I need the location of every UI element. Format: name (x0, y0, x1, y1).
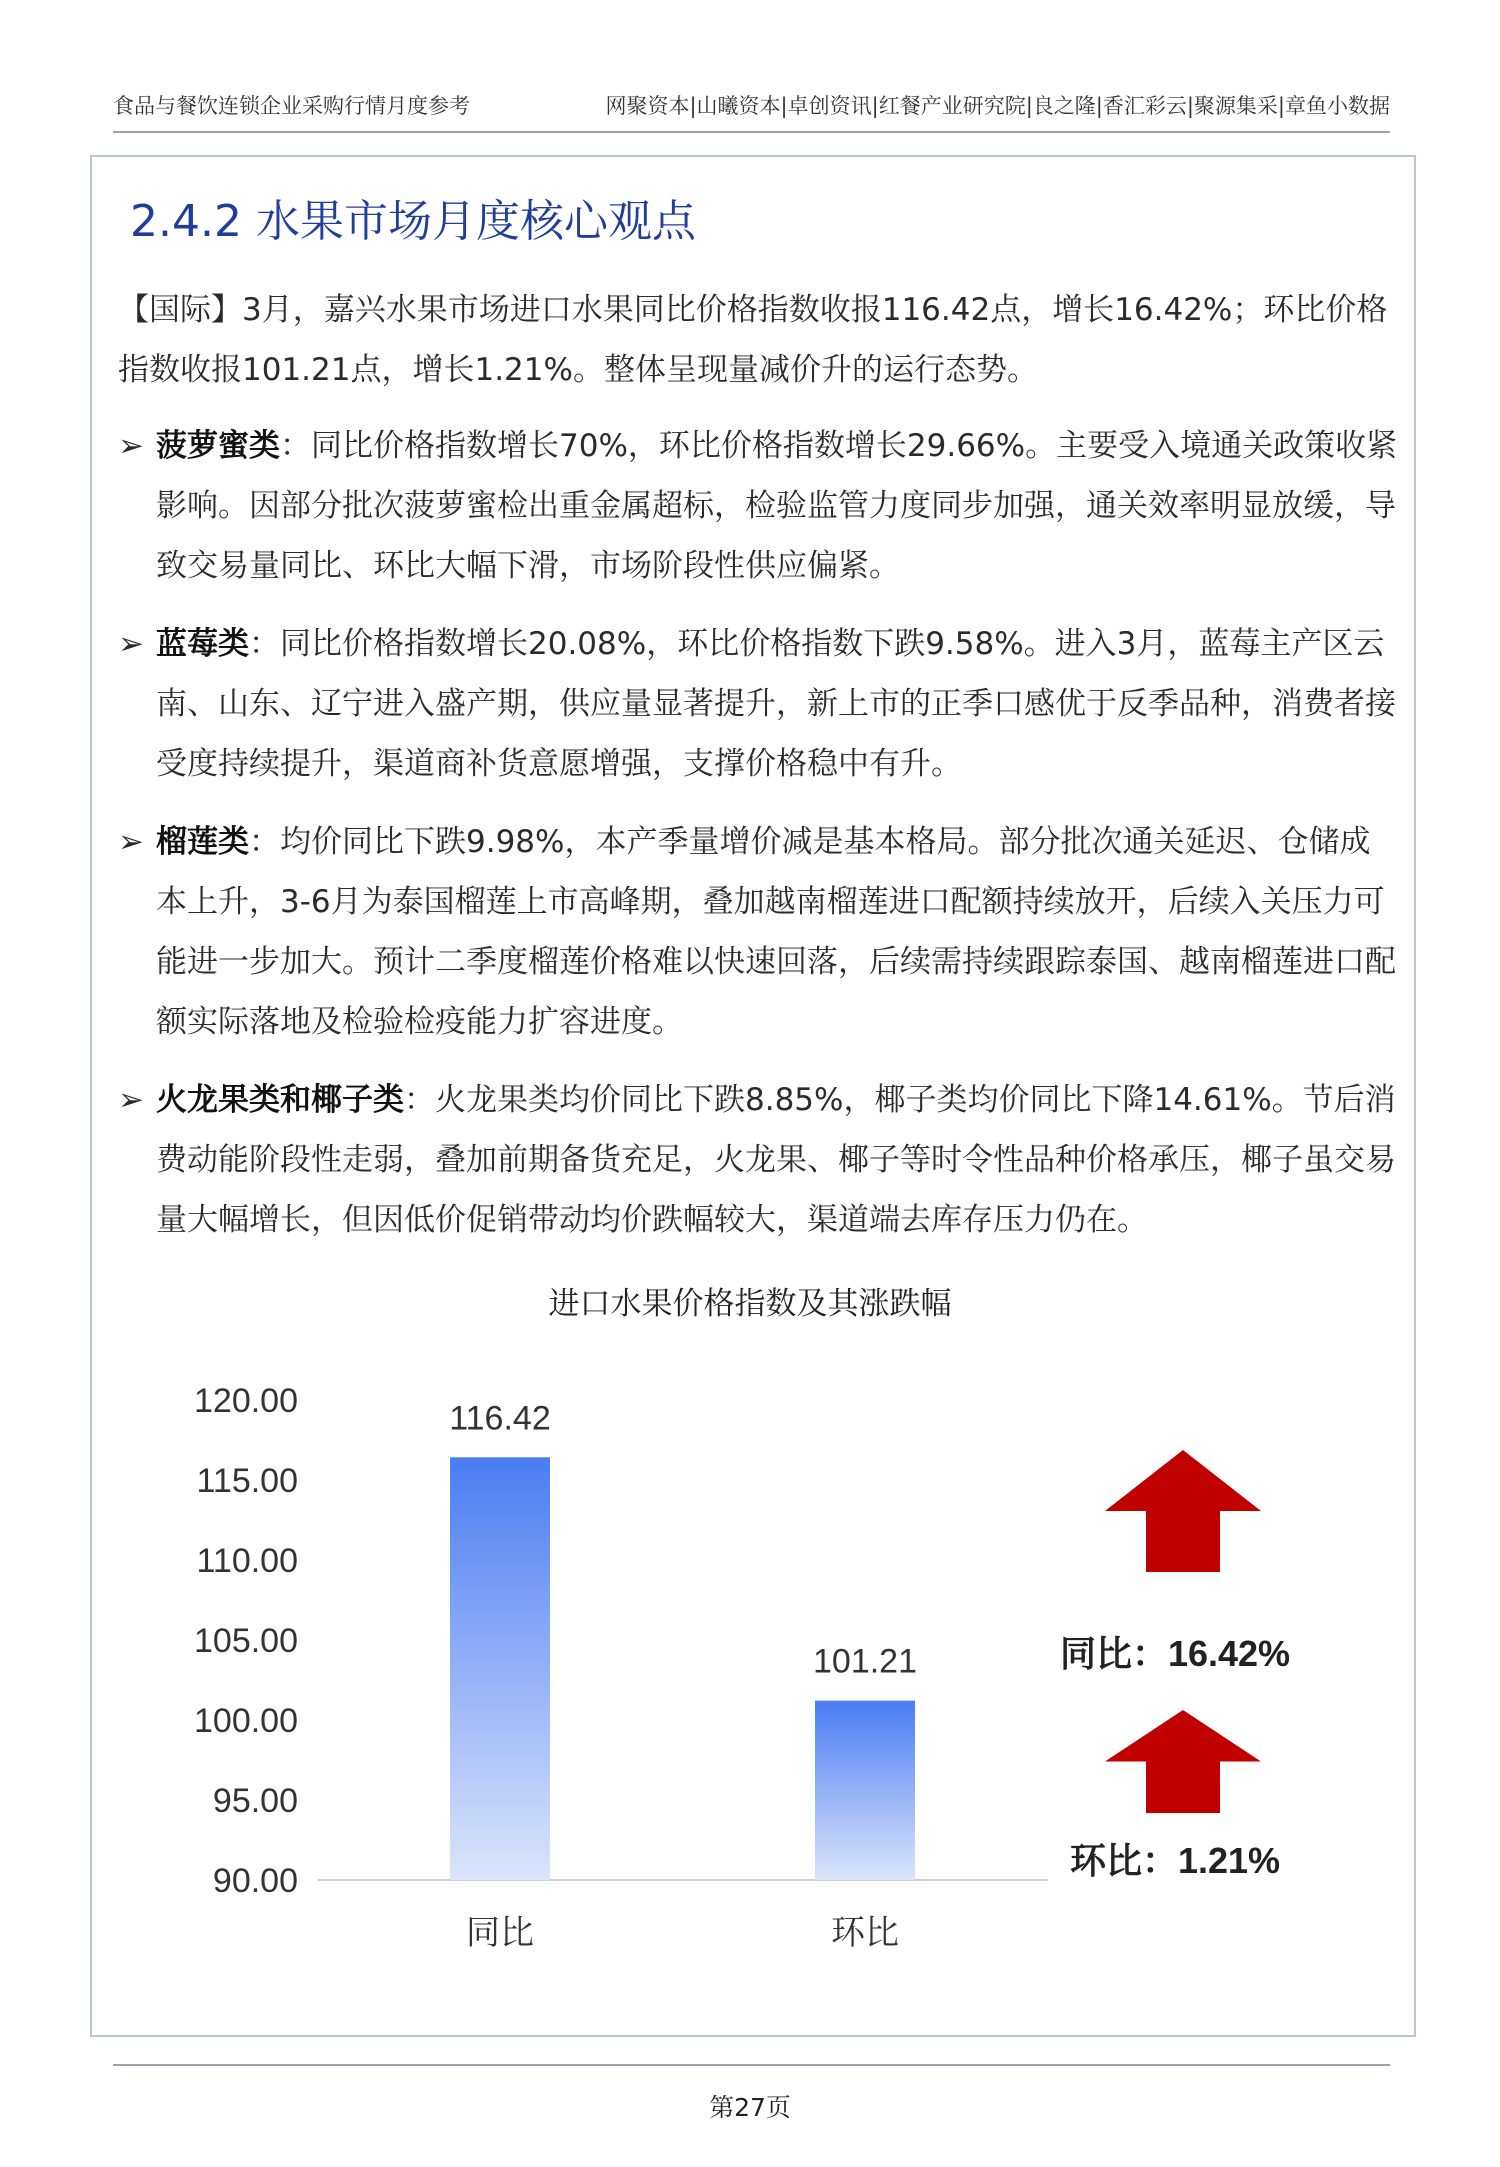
bullet-term: 火龙果类和椰子类 (156, 1082, 404, 1118)
bullet-term: 蓝莓类 (156, 626, 249, 662)
bullet-text: ：同比价格指数增长20.08%，环比价格指数下跌9.58%。进入3月，蓝莓主产区云南、山东、辽宁进入盛产期，供应量显著提升，新上市的正季口感优于反季品种，消费者接受度持续提升，渠道商补货意愿增强，支撑价格稳中有升。 (156, 626, 1396, 782)
bar-yoy (450, 1457, 550, 1880)
chart-title: 进口水果价格指数及其涨跌幅 (548, 1286, 952, 1322)
bullet-arrow-icon: ➢ (118, 626, 144, 662)
bullet-text: ：均价同比下跌9.98%，本产季量增价减是基本格局。部分批次通关延迟、仓储成本上升，3-6月为泰国榴莲上市高峰期，叠加越南榴莲进口配额持续放开，后续入关压力可能进一步加大。预计二季度榴莲价格难以快速回落，后续需持续跟踪泰国、越南榴莲进口配额实际落地及检验检疫能力扩容进度。 (156, 824, 1396, 1040)
bullet-text: ：火龙果类均价同比下跌8.85%，椰子类均价同比下降14.61%。节后消费动能阶段性走弱，叠加前期备货充足，火龙果、椰子等时令性品种价格承压，椰子虽交易量大幅增长，但因低价促销带动均价跌幅较大，渠道端去库存压力仍在。 (156, 1082, 1396, 1238)
header-left-title: 食品与餐饮连锁企业采购行情月度参考 (113, 94, 470, 118)
bullet-arrow-icon: ➢ (118, 824, 144, 860)
x-category-label: 同比 (466, 1914, 534, 1952)
y-tick-label: 105.00 (194, 1622, 298, 1660)
bullet-arrow-icon: ➢ (118, 428, 144, 464)
y-tick-label: 100.00 (194, 1702, 298, 1740)
y-tick-label: 95.00 (212, 1782, 298, 1820)
bar-mom (815, 1701, 915, 1880)
header-right-sources: 网聚资本|山曦资本|卓创资讯|红餐产业研究院|良之隆|香汇彩云|聚源集采|章鱼小数据 (605, 94, 1390, 118)
bullet-text: ：同比价格指数增长70%，环比价格指数增长29.66%。主要受入境通关政策收紧影响。因部分批次菠萝蜜检出重金属超标，检验监管力度同步加强，通关效率明显放缓，导致交易量同比、环比大幅下滑，市场阶段性供应偏紧。 (156, 428, 1398, 584)
footer-divider (113, 2064, 1390, 2066)
change-annotation-label: 同比：16.42% (1059, 1633, 1291, 1674)
bullet-arrow-icon: ➢ (118, 1082, 144, 1118)
bullet-term: 榴莲类 (156, 824, 249, 860)
up-arrow-icon (1105, 1710, 1261, 1813)
x-category-label: 环比 (831, 1914, 899, 1952)
y-tick-label: 115.00 (196, 1462, 298, 1500)
change-annotation-label: 环比：1.21% (1069, 1840, 1281, 1881)
bar-value-label: 116.42 (449, 1399, 551, 1438)
y-tick-label: 120.00 (194, 1382, 298, 1420)
bar-value-label: 101.21 (813, 1642, 917, 1681)
page-number: 第27页 (709, 2093, 791, 2122)
intro-paragraph: 【国际】3月，嘉兴水果市场进口水果同比价格指数收报116.42点，增长16.42%；环比价格指数收报101.21点，增长1.21%。整体呈现量减价升的运行态势。 (118, 292, 1388, 388)
up-arrow-icon (1105, 1450, 1261, 1572)
section-title: 2.4.2 水果市场月度核心观点 (130, 196, 696, 247)
bullet-term: 菠萝蜜类 (156, 428, 280, 464)
y-tick-label: 90.00 (212, 1862, 298, 1900)
y-tick-label: 110.00 (196, 1542, 298, 1580)
